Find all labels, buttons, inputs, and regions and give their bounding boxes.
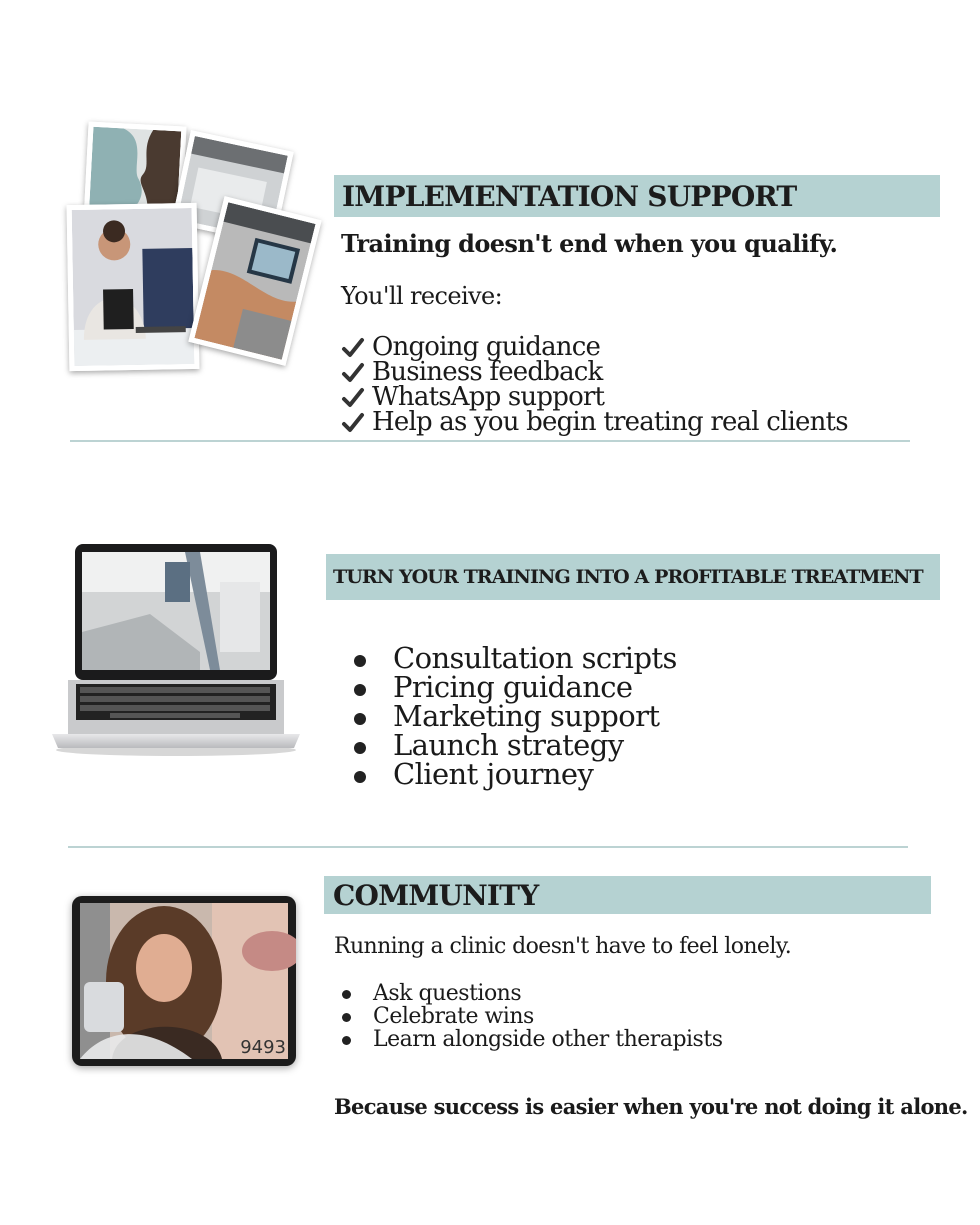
photo-woman-laptop: [67, 203, 200, 371]
list-item: Consultation scripts: [346, 644, 677, 673]
implementation-subheading: Training doesn't end when you qualify.: [341, 229, 838, 258]
list-item: Ask questions: [335, 982, 722, 1005]
check-icon: [341, 336, 365, 360]
implementation-intro: You'll receive:: [341, 282, 503, 310]
profitable-heading: TURN YOUR TRAINING INTO A PROFITABLE TREATMENT: [326, 554, 940, 600]
list-item: Pricing guidance: [346, 673, 677, 702]
divider: [68, 846, 908, 848]
community-list: [335, 982, 722, 1051]
list-item-label: Ongoing guidance: [372, 332, 601, 362]
community-heading: COMMUNITY: [324, 876, 931, 914]
list-item: Learn alongside other therapists: [335, 1028, 722, 1051]
implementation-heading: IMPLEMENTATION SUPPORT: [334, 175, 940, 217]
list-item: Launch strategy: [346, 731, 677, 760]
photo-overlay-number: 9493: [240, 1037, 286, 1058]
community-intro: Running a clinic doesn't have to feel lonely.: [334, 934, 792, 959]
list-item: Marketing support: [346, 702, 677, 731]
list-item-label: Help as you begin treating real clients: [372, 407, 848, 437]
list-item: Client journey: [346, 760, 677, 789]
list-item-label: WhatsApp support: [372, 382, 605, 412]
profitable-list: [346, 641, 677, 791]
divider: [70, 440, 910, 442]
laptop-image: [50, 542, 302, 757]
collage: [60, 118, 320, 383]
list-item: Celebrate wins: [335, 1005, 722, 1028]
check-icon: [341, 361, 365, 385]
community-closing: Because success is easier when you're not doing it alone.: [334, 1094, 968, 1119]
check-icon: [341, 411, 365, 435]
check-icon: [341, 386, 365, 410]
list-item-label: Business feedback: [372, 357, 603, 387]
implementation-list: [341, 332, 848, 437]
tablet-video-call-image: [72, 896, 296, 1066]
list-item: [341, 407, 848, 437]
